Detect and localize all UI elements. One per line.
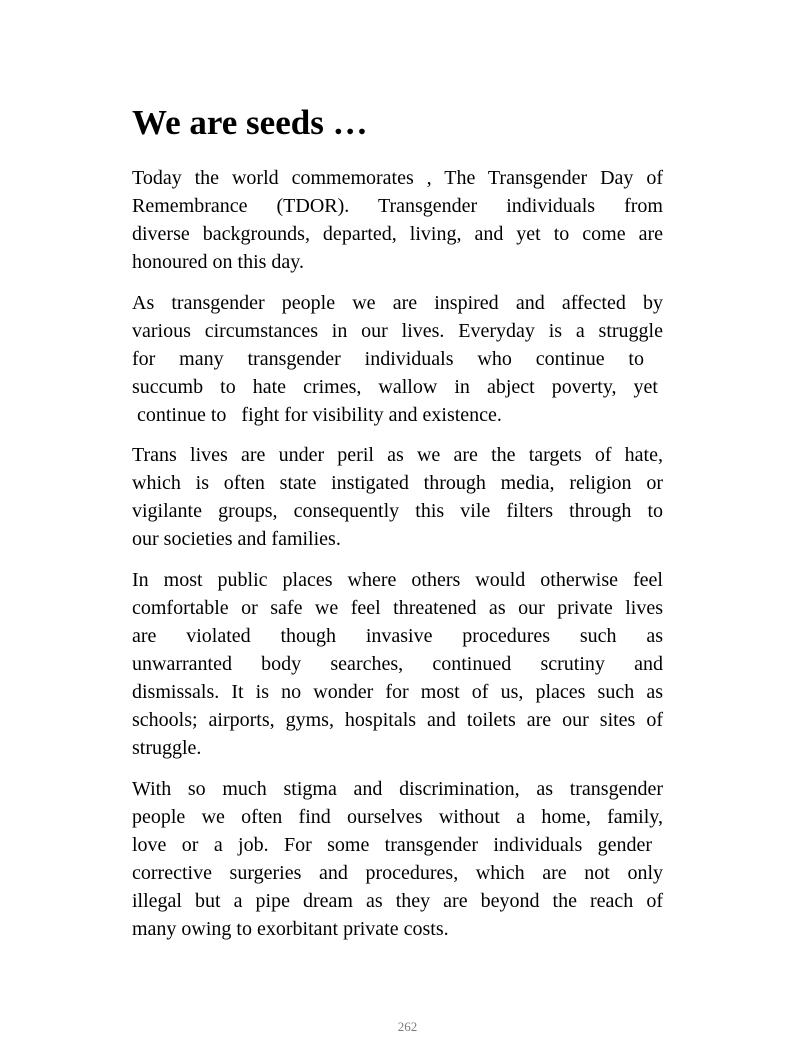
text-line: various circumstances in our lives. Everyday is a struggle (132, 320, 663, 342)
text-line: Remembrance (TDOR). Transgender individuals from (132, 195, 663, 217)
paragraph-tdor-intro (132, 164, 663, 276)
text-line: for many transgender individuals who continue to (132, 348, 644, 370)
text-line: As transgender people we are inspired and affected by (132, 292, 663, 314)
text-line: comfortable or safe we feel threatened as our private lives (132, 597, 663, 619)
text-line: diverse backgrounds, departed, living, and yet to come are (132, 223, 663, 245)
text-line: unwarranted body searches, continued scrutiny and (132, 653, 663, 675)
paragraph-stigma (132, 775, 663, 943)
text-line: Trans lives are under peril as we are the targets of hate, (132, 444, 663, 466)
text-line: are violated though invasive procedures such as (132, 625, 663, 647)
text-line: which is often state instigated through media, religion or (132, 472, 663, 494)
paragraph-public-places (132, 566, 663, 762)
text-line: Today the world commemorates , The Transgender Day of (132, 167, 663, 189)
text-line: vigilante groups, consequently this vile filters through to (132, 500, 663, 522)
text-line: our societies and families. (132, 528, 341, 550)
text-line: love or a job. For some transgender individuals gender (132, 834, 652, 856)
paragraph-peril (132, 441, 663, 553)
text-line: many owing to exorbitant private costs. (132, 918, 449, 940)
text-line: struggle. (132, 737, 202, 759)
text-line: honoured on this day. (132, 251, 305, 273)
text-line: With so much stigma and discrimination, as transgender (132, 778, 663, 800)
text-line: schools; airports, gyms, hospitals and toilets are our sites of (132, 709, 663, 731)
text-line: dismissals. It is no wonder for most of us, places such as (132, 681, 663, 703)
text-line: people we often find ourselves without a home, family, (132, 806, 663, 828)
paragraph-struggle (132, 289, 663, 429)
text-line: corrective surgeries and procedures, which are not only (132, 862, 663, 884)
page-title: We are seeds … (132, 103, 368, 142)
text-line: illegal but a pipe dream as they are beyond the reach of (132, 890, 663, 912)
page-number: 262 (397, 1019, 418, 1034)
text-line: continue to fight for visibility and existence. (132, 404, 502, 426)
text-line: succumb to hate crimes, wallow in abject poverty, yet (132, 376, 658, 398)
text-line: In most public places where others would otherwise feel (132, 569, 663, 591)
